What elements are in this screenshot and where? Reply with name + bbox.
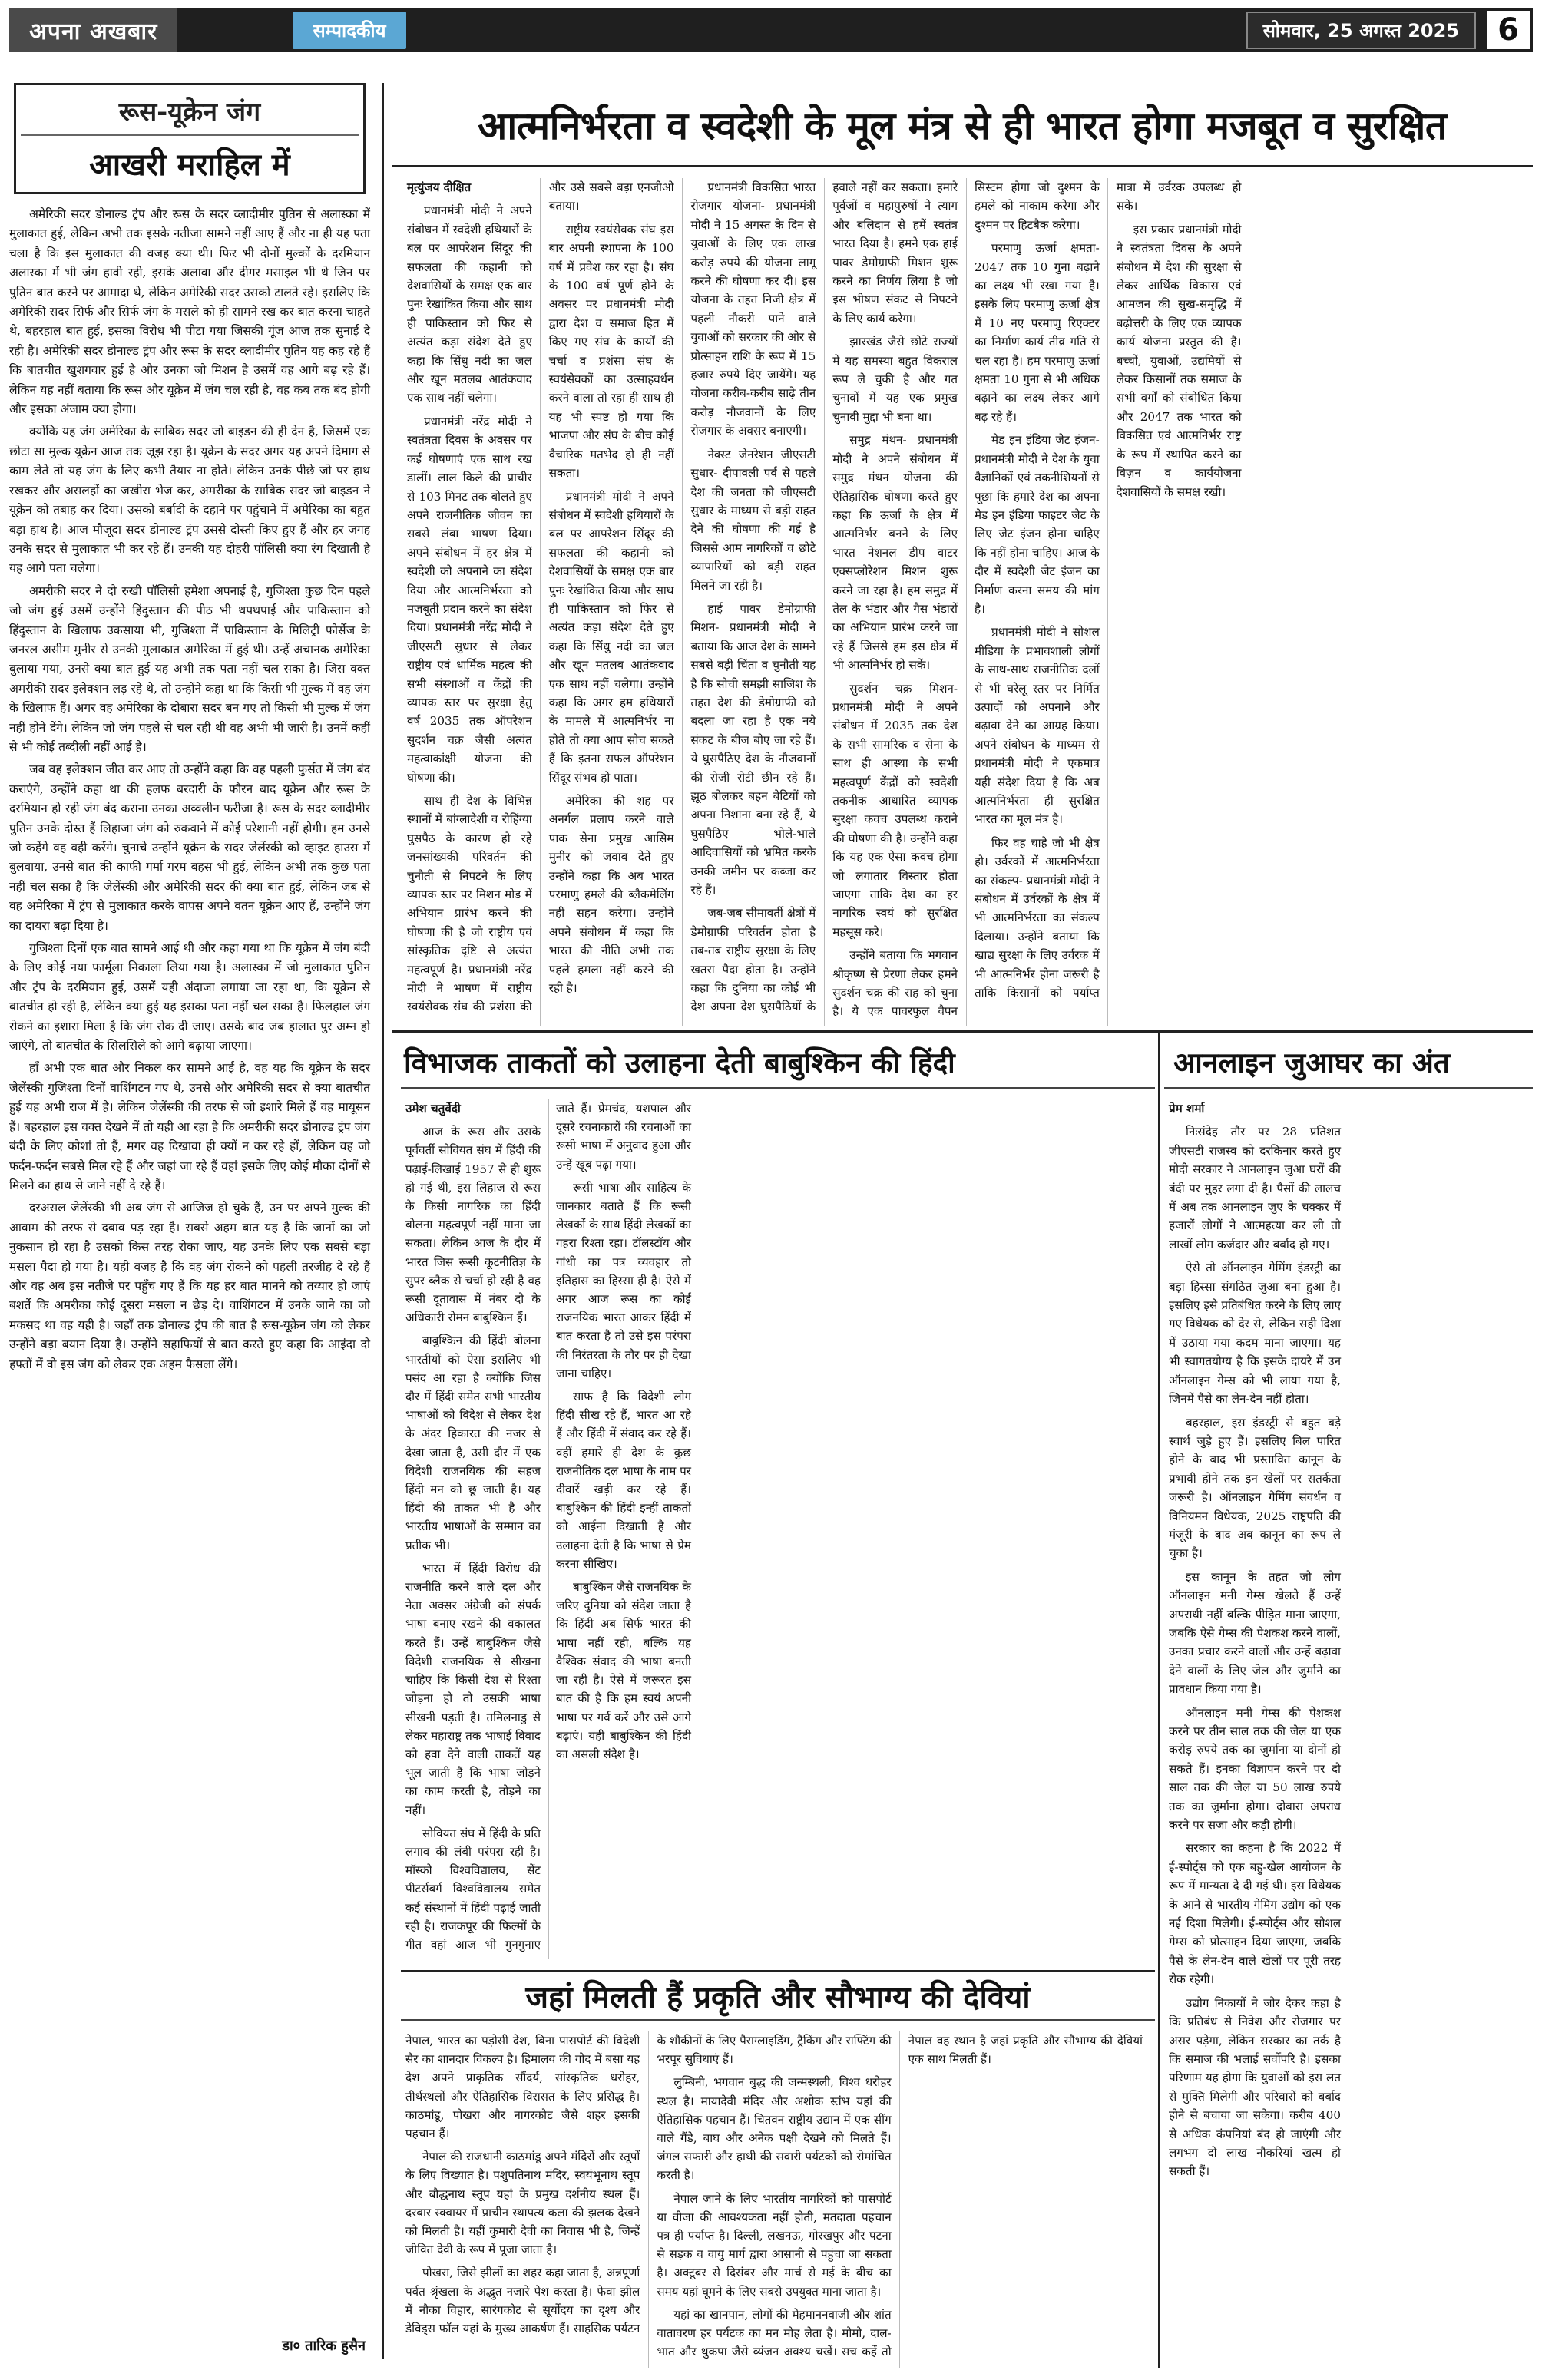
paragraph: प्रधानमंत्री विकसित भारत रोजगार योजना- प्रधानमंत्री मोदी ने 15 अगस्त के दिन से युवाओं के लिए एक लाख करोड़ रुपये की योजना लागू करने की घोषणा कर दी। इस योजना के तहत निजी क्षेत्र में पहली नौकरी पाने वाले युवाओं को सरकार की ओर से प्रोत्साहन राशि के रूप में 15 हजार रुपये दिए जायेंगे। यह योजना करीब-करीब साढ़े तीन करोड़ नौजवानों के लिए रोजगार के अवसर बनाएगी। (690, 180, 816, 438)
paragraph: रूसी भाषा और साहित्य के जानकार बताते हैं कि रूसी लेखकों के साथ हिंदी लेखकों का गहरा रिश्ता रहा। टॉलस्टॉय और गांधी का पत्र व्यवहार तो इतिहास का हिस्सा ही है। ऐसे में अगर आज रूस का कोई राजनयिक भारत आकर हिंदी में बात करता है तो उसे इस परंपरा की निरंतरता के तौर पर ही देखा जाना चाहिए। (556, 1180, 691, 1380)
nepal-story-columns (405, 2031, 1143, 2368)
paragraph: हाँ अभी एक बात और निकल कर सामने आई है, वह यह कि यूक्रेन के सदर जेलेंस्की गुजिश्ता दिनों वाशिंगटन गए थे, उनसे और अमेरिकी सदर से क्या बातचीत हुई यह अभी राज में है। लेकिन जेलेंस्की की तरफ से जो इशारे मिले हैं वह मायूसन हैं। बहरहाल इस वक्त देखने में तो यही आ रहा है कि अमरीकी सदर डोनाल्ड ट्रंप जंग बंदी के लिए कोशां तो हैं, मगर वह दिखावा ही क्यों न कर रहे हों, लेकिन वह जो फर्दन-फर्दन सबसे मिल रहे हैं और जहां जा रहे हैं वहां इसके लिए कोई मौका दोनों से मिलने का हाथ से जाने नहीं दे रहे हैं। (9, 1061, 370, 1192)
paragraph: प्रधानमंत्री मोदी ने अपने संबोधन में स्वदेशी हथियारों के बल पर आपरेशन सिंदूर की सफलता की कहानी को देशवासियों के समक्ष एक बार पुनः रेखांकित किया और साथ ही पाकिस्तान को फिर से अत्यंत कड़ा संदेश देते हुए कहा कि सिंधु नदी का जल और खून मतलब आतंकवाद एक साथ नहीं चलेगा। (407, 203, 532, 405)
paragraph: यहां का खानपान, लोगों की मेहमाननवाजी और शांत वातावरण हर पर्यटक का मन मोह लेता है। मोमो, दाल-भात और थुकपा जैसे व्यंजन अवश्य चखें। सच कहें तो नेपाल वह स्थान है जहां प्रकृति और सौभाग्य की देवियां एक साथ मिलती हैं। (657, 2034, 1143, 2359)
paragraph: झारखंड जैसे छोटे राज्यों में यह समस्या बहुत विकराल रूप ले चुकी है और गत चुनावों में यह एक प्रमुख चुनावी मुद्दा भी बना था। (832, 335, 958, 424)
left-story-body (9, 205, 370, 1374)
paragraph: बाबुश्किन जैसे राजनयिक के जरिए दुनिया को संदेश जाता है कि हिंदी अब सिर्फ भारत की भाषा नहीं रही, बल्कि यह वैश्विक संवाद की भाषा बनती जा रही है। ऐसे में जरूरत इस बात की है कि हम स्वयं अपनी भाषा पर गर्व करें और उसे आगे बढ़ाएं। यही बाबुश्किन की हिंदी का असली संदेश है। (556, 1580, 691, 1761)
paragraph: परमाणु ऊर्जा क्षमता- 2047 तक 10 गुना बढ़ाने का लक्ष्य भी रखा गया है। इसके लिए परमाणु ऊर्जा क्षेत्र में 10 नए परमाणु रिएक्टर का निर्माण कार्य तीव्र गति से चल रहा है। हम परमाणु ऊर्जा क्षमता 10 गुना से भी अधिक बढ़ाने का लक्ष्य लेकर आगे बढ़ रहे हैं। (975, 241, 1100, 424)
paper-name: अपना अखबार (9, 8, 177, 52)
page-number: 6 (1487, 11, 1530, 49)
nepal-story-headline: जहां मिलती हैं प्रकृति और सौभाग्य की देवियां (401, 1970, 1155, 2021)
nepal-story (405, 2031, 1143, 2368)
paragraph: नेपाल की राजधानी काठमांडू अपने मंदिरों और स्तूपों के लिए विख्यात है। पशुपतिनाथ मंदिर, स्वयंभूनाथ स्तूप और बौद्धनाथ स्तूप यहां के प्रमुख दर्शनीय स्थल हैं। दरबार स्क्वायर में प्राचीन स्थापत्य कला की झलक देखने को मिलती है। यहीं कुमारी देवी का निवास भी है, जिन्हें जीवित देवी के रूप में पूजा जाता है। (405, 2150, 640, 2257)
left-story-byline: डा० तारिक हुसैन (282, 2338, 366, 2354)
paragraph: जब-जब सीमावर्ती क्षेत्रों में डेमोग्राफी परिवर्तन होता है तब-तब राष्ट्रीय सुरक्षा के लिए खतरा पैदा होता है। उन्होंने कहा कि दुनिया का कोई भी देश अपना देश घुसपैठियों के हवाले नहीं कर सकता। हमारे पूर्वजों व महापुरुषों ने त्याग और बलिदान से हमें स्वतंत्र भारत दिया है। हमने एक हाई पावर डेमोग्राफी मिशन शुरू करने का निर्णय लिया है जो इस भीषण संकट से निपटने के लिए कार्य करेगा। (690, 180, 958, 1014)
main-story (407, 178, 1525, 1026)
gambling-story-headline: आनलाइन जुआघर का अंत (1164, 1035, 1533, 1089)
paragraph: नेक्स्ट जेनरेशन जीएसटी सुधार- दीपावली पर्व से पहले देश की जनता को जीएसटी सुधार के माध्यम से बड़ी राहत देने की घोषणा की गई है जिससे आम नागरिकों व छोटे व्यापारियों को बड़ी राहत मिलने जा रही है। (690, 447, 816, 593)
paragraph: आज के रूस और उसके पूर्ववर्ती सोवियत संघ में हिंदी की पढ़ाई-लिखाई 1957 से ही शुरू हो गई थी, इस लिहाज से रूस के किसी नागरिक का हिंदी बोलना महत्वपूर्ण नहीं माना जा सकता। लेकिन आज के दौर में भारत जिस रूसी कूटनीतिज्ञ के सुपर ब्लैक से चर्चा हो रही है वह रूसी दूतावास में नंबर दो के अधिकारी रोमन बाबुश्किन हैं। (405, 1125, 541, 1325)
paragraph: हाई पावर डेमोग्राफी मिशन- प्रधानमंत्री मोदी ने बताया कि आज देश के सामने सबसे बड़ी चिंता व चुनौती यह है कि सोची समझी साजिश के तहत देश की डेमोग्राफी को बदला जा रहा है एक नये संकट के बीज बोए जा रहे हैं। ये घुसपैठिए देश के नौजवानों की रोजी रोटी छीन रहे हैं। झूठ बोलकर बहन बेटियों को अपना निशाना बना रहे हैं, ये घुसपैठिए भोले-भाले आदिवासियों को भ्रमित करके उनकी जमीन पर कब्जा कर रहे हैं। (690, 601, 816, 897)
hindi-story-headline: विभाजक ताकतों को उलाहना देती बाबुश्किन की हिंदी (401, 1035, 1155, 1089)
paragraph: दरअसल जेलेंस्की भी अब जंग से आजिज हो चुके हैं, उन पर अपने मुल्क की आवाम की तरफ से दबाव पड़ रहा है। सबसे अहम बात यह है कि जानों का जो नुकसान हो रहा है उसको किस तरह रोका जाए, यह उनके लिए एक सबसे बड़ा मसला पैदा हो गया है। यही वजह है कि वह जंग रोकने को पहली तरजीह दे रहे हैं और वह अब इस नतीजे पर पहुँच गए हैं कि यह हर बात मानने को तय्यार हो जाएं बशर्ते कि अमरीका कोई दूसरा मसला न छेड़ दे। वाशिंगटन में उनके जाने का जो मकसद था वह यही है। जहाँ तक डोनाल्ड ट्रंप की बात है रूस-यूक्रेन जंग को लेकर उन्होंने बड़ा बयान दिया है। उन्होंने सहाफियों से बात करते हुए कहा कि आइंदा दो हफ्तों में वो इस जंग को लेकर एक अहम फैसला लेंगे। (9, 1201, 370, 1371)
gambling-story-byline: प्रेम शर्मा (1169, 1102, 1205, 1116)
paragraph: पोखरा, जिसे झीलों का शहर कहा जाता है, अन्नपूर्णा पर्वत श्रृंखला के अद्भुत नजारे पेश करता है। फेवा झील में नौका विहार, सारंगकोट से सूर्योदय का दृश्य और डेविड्स फॉल यहां के मुख्य आकर्षण हैं। साहसिक पर्यटन के शौकीनों के लिए पैराग्लाइडिंग, ट्रैकिंग और राफ्टिंग की भरपूर सुविधाएं हैं। (405, 2034, 892, 2336)
section-label: सम्पादकीय (293, 12, 405, 49)
paragraph: साथ ही देश के विभिन्न स्थानों में बांग्लादेशी व रोहिंग्या घुसपैठ के कारण हो रहे जनसांख्यकी परिवर्तन की चुनौती से निपटने के लिए व्यापक स्तर पर मिशन मोड में अभियान प्रारंभ करने की घोषणा की है जो राष्ट्रीय एवं सांस्कृतिक दृष्टि से अत्यंत महत्वपूर्ण है। प्रधानमंत्री नरेंद्र मोदी ने भाषण में राष्ट्रीय स्वयंसेवक संघ की प्रशंसा की और उसे सबसे बड़ा एनजीओ बताया। (407, 180, 674, 1014)
paragraph: सुदर्शन चक्र मिशन- प्रधानमंत्री मोदी ने अपने संबोधन में 2035 तक देश के सभी सामरिक व सेना के साथ ही आस्था के सभी महत्वपूर्ण केंद्रों को स्वदेशी तकनीक आधारित व्यापक सुरक्षा कवच उपलब्ध कराने की घोषणा की है। उन्होंने कहा कि यह एक ऐसा कवच होगा जो लगातार विस्तार होता जाएगा ताकि देश का हर नागरिक स्वयं को सुरक्षित महसूस करे। (832, 681, 958, 939)
masthead (9, 8, 1533, 52)
paragraph: साफ है कि विदेशी लोग हिंदी सीख रहे हैं, भारत आ रहे हैं और हिंदी में संवाद कर रहे हैं। वहीं हमारे ही देश के कुछ राजनीतिक दल भाषा के नाम पर दीवारें खड़ी कर रहे हैं। बाबुश्किन की हिंदी इन्हीं ताकतों को आईना दिखाती है और उलाहना देती है कि भाषा से प्रेम करना सीखिए। (556, 1390, 691, 1571)
paragraph: समुद्र मंथन- प्रधानमंत्री मोदी ने अपने संबोधन में समुद्र मंथन योजना की ऐतिहासिक घोषणा करते हुए कहा कि ऊर्जा के क्षेत्र में आत्मनिर्भर बनने के लिए भारत नेशनल डीप वाटर एक्सप्लोरेशन मिशन शुरू करने जा रहा है। हम समुद्र में तेल के भंडार और गैस भंडारों का अभियान प्रारंभ करने जा रहे हैं जिससे हम इस क्षेत्र में भी आत्मनिर्भर हो सकें। (832, 433, 958, 673)
section-divider (392, 1030, 1533, 1033)
hindi-story (405, 1099, 1143, 1959)
main-story-columns (407, 178, 1525, 1026)
paragraph: इस प्रकार प्रधानमंत्री मोदी ने स्वतंत्रता दिवस के अपने संबोधन में देश की सुरक्षा से लेकर आर्थिक विकास एवं आमजन की सुख-समृद्धि में बढ़ोत्तरी के लिए एक व्यापक कार्य योजना प्रस्तुत की है। बच्चों, युवाओं, उद्यमियों से लेकर किसानों तक समाज के सभी वर्गों को संबोधित किया और 2047 तक भारत को विकसित एवं आत्मनिर्भर राष्ट्र के रूप में स्थापित करने का विज़न व कार्ययोजना देशवासियों के समक्ष रखी। (1116, 222, 1242, 499)
paragraph: ऑनलाइन मनी गेम्स की पेशकश करने पर तीन साल तक की जेल या एक करोड़ रुपये तक का जुर्माना या दोनों हो सकते हैं। इनका विज्ञापन करने पर दो साल तक की जेल या 50 लाख रुपये तक का जुर्माना होगा। दोबारा अपराध करने पर सजा और कड़ी होगी। (1169, 1705, 1341, 1833)
paragraph: गुजिश्ता दिनों एक बात सामने आई थी और कहा गया था कि यूक्रेन में जंग बंदी के लिए कोई नया फार्मूला निकाला लिया गया है। अलास्का में जो मुलाकात पुतिन और ट्रंप के दरमियान हुई, उसमें यही अंदाजा लगाया जा रहा था, कि यूक्रेन से बातचीत हो रही है, लेकिन क्या हुई यह इसका पता नहीं चल सका है। फिलहाल जंग रोकने का इशारा मिला है कि जंग रोक दी जाए। उसके बाद जब हालात पुर अम्न हो जाएंगे, तो बातचीत के सिलसिले को आगे बढ़ाया जाएगा। (9, 941, 370, 1053)
left-story-header (14, 83, 366, 194)
paragraph: इस कानून के तहत जो लोग ऑनलाइन मनी गेम्स खेलते हैं उन्हें अपराधी नहीं बल्कि पीड़ित माना जाएगा, जबकि ऐसे गेम्स की पेशकश करने वालों, उनका प्रचार करने वालों और उन्हें बढ़ावा देने वालों के लिए जेल और जुर्माने का प्रावधान किया गया है। (1169, 1569, 1341, 1697)
paragraph: सरकार का कहना है कि 2022 में ई-स्पोर्ट्स को एक बहु-खेल आयोजन के रूप में मान्यता दे दी गई थी। इस विधेयक के आने से भारतीय गेमिंग उद्योग को एक नई दिशा मिलेगी। ई-स्पोर्ट्स और सोशल गेम्स को प्रोत्साहन दिया जाएगा, जबकि पैसे के लेन-देन वाले खेलों पर पूरी तरह रोक रहेगी। (1169, 1841, 1341, 1987)
main-headline: आत्मनिर्भरता व स्वदेशी के मूल मंत्र से ही भारत होगा मजबूत व सुरक्षित (478, 103, 1447, 148)
left-story (9, 83, 384, 2359)
column-divider (1158, 1033, 1160, 2368)
paragraph: उद्योग निकायों ने जोर देकर कहा है कि प्रतिबंध से निवेश और रोजगार पर असर पड़ेगा, लेकिन सरकार का तर्क है कि समाज की भलाई सर्वोपरि है। इसका परिणाम यह होगा कि युवाओं को इस लत से मुक्ति मिलेगी और परिवारों को बर्बाद होने से बचाया जा सकेगा। करीब 400 से अधिक कंपनियां बंद हो जाएंगी और लगभग दो लाख नौकरियां खत्म हो सकती हैं। (1169, 1995, 1341, 2179)
paragraph: क्योंकि यह जंग अमेरिका के साबिक सदर जो बाइडन की ही देन है, जिसमें एक छोटा सा मुल्क यूक्रेन आज तक जूझ रहा है। यूक्रेन के सदर अगर यह अपने दिमाग से काम लेते तो यह जंग के लिए कभी तैयार ना होते। लेकिन उनके पीछे जो पर हाथ रखकर और असलहों का जखीरा भेज कर, अमरीका के साबिक सदर जो बाइडन ने यूक्रेन को तबाह कर दिया। उसको बर्बादी के दहाने पर पहुंचाने में अमेरिका का बहुत बड़ा हाथ है। आज मौजूदा सदर डोनाल्ड ट्रंप उससे दोस्ती किए हुए हैं और हर जगह उनके सदर से मुलाकात भी कर रहे हैं। उनकी यह दोहरी पॉलिसी क्या रंग दिखाती है यह आगे पता चलेगा। (9, 425, 370, 576)
paragraph: अमेरिकी सदर डोनाल्ड ट्रंप और रूस के सदर व्लादीमीर पुतिन से अलास्का में मुलाकात हुई, लेकिन अभी तक इसके नतीजा सामने नहीं आए हैं और ना ही यह पता चला है कि इस मुलाकात की वजह क्या थी। फिर भी दोनों मुल्कों के दरमियान अलास्का में भी जंग हावी रही, इसके अलावा और दीगर मसाइल भी थे जिन पर पुतिन बात करने पर आमादा थे, लेकिन अमेरिकी सदर उसको टालते रहे। इसलिए कि अमेरिकी सदर सिर्फ और सिर्फ जंग के मसले को ही सामने रख कर बात करना चाहते थे, बहरहाल बात हुई, इसका विरोध भी पीटा गया जिसकी गूंज आज तक सुनाई दे रही है। अमेरिकी सदर डोनाल्ड ट्रंप और रूस के सदर व्लादीमीर पुतिन यह कह रहे हैं कि बातचीत खुशगवार हुई है और उनका जो मिशन है उसमें वह आगे बढ़ रहे हैं। लेकिन यह नहीं बताया कि रूस और यूक्रेन में जंग चल रही है, वह कब तक बंद होगी और इसका अंजाम क्या होगा। (9, 207, 370, 417)
left-story-kicker: रूस-यूक्रेन जंग (21, 93, 359, 136)
paragraph: नेपाल जाने के लिए भारतीय नागरिकों को पासपोर्ट या वीजा की आवश्यकता नहीं होती, मतदाता पहचान पत्र ही पर्याप्त है। दिल्ली, लखनऊ, गोरखपुर और पटना से सड़क व वायु मार्ग द्वारा आसानी से पहुंचा जा सकता है। अक्टूबर से दिसंबर और मार्च से मई के बीच का समय यहां घूमने के लिए सबसे उपयुक्त माना जाता है। (657, 2191, 892, 2299)
paragraph: नेपाल, भारत का पड़ोसी देश, बिना पासपोर्ट की विदेशी सैर का शानदार विकल्प है। हिमालय की गोद में बसा यह देश अपने प्राकृतिक सौंदर्य, सांस्कृतिक धरोहर, तीर्थस्थलों और ऐतिहासिक विरासत के लिए प्रसिद्ध है। काठमांडू, पोखरा और नागरकोट जैसे शहर इसकी पहचान हैं। (405, 2034, 640, 2141)
paragraph: राष्ट्रीय स्वयंसेवक संघ इस बार अपनी स्थापना के 100 वर्ष में प्रवेश कर रहा है। संघ के 100 वर्ष पूर्ण होने के अवसर पर प्रधानमंत्री मोदी द्वारा देश व समाज हित में किए गए संघ के कार्यों की चर्चा व प्रशंसा संघ के स्वयंसेवकों का उत्साहवर्धन करने वाला तो रहा ही साथ ही यह भी स्पष्ट हो गया कि भाजपा और संघ के बीच कोई वैचारिक मतभेद हो ही नहीं सकता। (548, 222, 674, 481)
left-story-title: आखरी मराहिल में (89, 147, 290, 183)
main-headline-bar (392, 83, 1533, 167)
paragraph: सोवियत संघ में हिंदी के प्रति लगाव की लंबी परंपरा रही है। मॉस्को विश्वविद्यालय, सेंट पीटर्सबर्ग विश्वविद्यालय समेत कई संस्थानों में हिंदी पढ़ाई जाती रही है। राजकपूर की फिल्मों के गीत वहां आज भी गुनगुनाए जाते हैं। प्रेमचंद, यशपाल और दूसरे रचनाकारों की रचनाओं का रूसी भाषा में अनुवाद हुआ और उन्हें खूब पढ़ा गया। (405, 1102, 691, 1952)
paragraph: अमरीकी सदर ने दो रुखी पॉलिसी हमेशा अपनाई है, गुजिश्ता कुछ दिन पहले जो जंग हुई उसमें उन्होंने हिंदुस्तान की पीठ भी थपथपाई और पाकिस्तान को हिंदुस्तान के खिलाफ उकसाया भी, गुजिश्ता में पाकिस्तान के मिलिट्री फोर्सेज के जनरल असीम मुनीर से उनकी मुलाकात अमेरिका में हुई थी। उन्हें अचानक अमेरिका बुलाया गया, उनसे क्या बात हुई यह अभी तक पता नहीं चल सका है। जिस वक्त अमरीकी सदर इलेक्शन लड़ रहे थे, तो उन्होंने कहा था कि किसी भी मुल्क में वह जंग के खिलाफ हैं। अगर वह अमेरिका के दोबारा सदर बन गए तो किसी भी मुल्क में जंग नहीं होने देंगे। लेकिन जो जंग पहले से चल रही थी वह अभी भी जारी है। उनमें कहीं से भी कोई तब्दीली नहीं आई है। (9, 583, 370, 754)
paragraph: उन्होंने बताया कि भगवान श्रीकृष्ण से प्रेरणा लेकर हमने सुदर्शन चक्र की राह को चुना है। ये एक पावरफुल वैपन सिस्टम होगा जो दुश्मन के हमले को नाकाम करेगा और दुश्मन पर हिटबैक करेगा। (832, 180, 1100, 1019)
issue-date: सोमवार, 25 अगस्त 2025 (1246, 12, 1476, 49)
paragraph: प्रधानमंत्री नरेंद्र मोदी ने स्वतंत्रता दिवस के अवसर पर कई घोषणाएं एक साथ रख डालीं। लाल किले की प्राचीर से 103 मिनट तक बोलते हुए अपने राजनीतिक जीवन का सबसे लंबा भाषण दिया। अपने संबोधन में हर क्षेत्र में स्वदेशी को अपनाने का संदेश दिया और आत्मनिर्भरता को मजबूती प्रदान करने का संदेश दिया। प्रधानमंत्री नरेंद्र मोदी ने जीएसटी सुधार से लेकर राष्ट्रीय एवं धार्मिक महत्व की सभी संस्थाओं व केंद्रों की व्यापक स्तर पर सुरक्षा हेतु वर्ष 2035 तक ऑपरेशन सुदर्शन चक्र जैसी अत्यंत महत्वाकांक्षी योजना की घोषणा की। (407, 414, 532, 785)
paragraph: भारत में हिंदी विरोध की राजनीति करने वाले दल और नेता अक्सर अंग्रेजी को संपर्क भाषा बनाए रखने की वकालत करते हैं। उन्हें बाबुश्किन जैसे विदेशी राजनयिक से सीखना चाहिए कि किसी देश से रिश्ता जोड़ना हो तो उसकी भाषा सीखनी पड़ती है। तमिलनाडु से लेकर महाराष्ट्र तक भाषाई विवाद को हवा देने वाली ताकतें यह भूल जाती हैं कि भाषा जोड़ने का काम करती है, तोड़ने का नहीं। (405, 1561, 541, 1817)
paragraph: लुम्बिनी, भगवान बुद्ध की जन्मस्थली, विश्व धरोहर स्थल है। मायादेवी मंदिर और अशोक स्तंभ यहां की ऐतिहासिक पहचान हैं। चितवन राष्ट्रीय उद्यान में एक सींग वाले गैंडे, बाघ और अनेक पक्षी देखने को मिलते हैं। जंगल सफारी और हाथी की सवारी पर्यटकों को रोमांचित करती है। (657, 2075, 892, 2183)
paragraph: निःसंदेह तौर पर 28 प्रतिशत जीएसटी राजस्व को दरकिनार करते हुए मोदी सरकार ने आनलाइन जुआ घरों की बंदी पर मुहर लगा दी है। पैसों की लालच में अब तक आनलाइन जुए के चक्कर में हजारों लोगों ने आत्महत्या कर ली तो लाखों लोग कर्जदार और बर्बाद हो गए। (1169, 1125, 1341, 1251)
paragraph: अमेरिका की शह पर अनर्गल प्रलाप करने वाले पाक सेना प्रमुख आसिम मुनीर को जवाब देते हुए उन्होंने कहा कि अब भारत परमाणु हमले की ब्लैकमेलिंग नहीं सहन करेगा। उन्होंने अपने संबोधन में कहा कि भारत की नीति अभी तक पहले हमला नहीं करने की रही है। (548, 794, 674, 996)
paragraph: बाबुश्किन की हिंदी बोलना भारतीयों को ऐसा इसलिए भी पसंद आ रहा है क्योंकि जिस दौर में हिंदी समेत सभी भारतीय भाषाओं को विदेश से लेकर देश के अंदर हिकारत की नजर से देखा जाता है, उसी दौर में एक विदेशी राजनयिक की सहज हिंदी मन को छू जाती है। यह हिंदी की ताकत भी है और भारतीय भाषाओं के सम्मान का प्रतीक भी। (405, 1334, 541, 1552)
hindi-story-columns (405, 1099, 1143, 1959)
paragraph: ऐसे तो ऑनलाइन गेमिंग इंडस्ट्री का बड़ा हिस्सा संगठित जुआ बना हुआ है। इसलिए इसे प्रतिबंधित करने के लिए लाए गए विधेयक को देर से, लेकिन सही दिशा में उठाया गया कदम माना जाएगा। यह भी स्वागतयोग्य है कि इसके दायरे में उन ऑनलाइन गेम्स को भी लाया गया है, जिनमें पैसे का लेन-देन नहीं होता। (1169, 1261, 1341, 1407)
gambling-story-columns (1169, 1099, 1527, 2366)
paragraph: मेड इन इंडिया जेट इंजन- प्रधानमंत्री मोदी ने देश के युवा वैज्ञानिकों एवं तकनीशियनों से पूछा कि हमारे देश का अपना मेड इन इंडिया फाइटर जेट के लिए जेट इंजन होना चाहिए कि नहीं होना चाहिए। आज के दौर में स्वदेशी जेट इंजन का निर्माण करना समय की मांग है। (975, 433, 1100, 616)
gambling-story (1169, 1099, 1527, 2366)
paragraph: प्रधानमंत्री मोदी ने अपने संबोधन में स्वदेशी हथियारों के बल पर आपरेशन सिंदूर की सफलता की कहानी को देशवासियों के समक्ष एक बार पुनः रेखांकित किया और साथ ही पाकिस्तान को फिर से अत्यंत कड़ा संदेश देते हुए कहा कि सिंधु नदी का जल और खून मतलब आतंकवाद एक साथ नहीं चलेगा। उन्होंने कहा कि अगर हम हथियारों के मामले में आत्मनिर्भर ना होते तो क्या आप सोच सकते हैं कि इतना सफल ऑपरेशन सिंदूर संभव हो पाता। (548, 489, 674, 785)
paragraph: प्रधानमंत्री मोदी ने सोशल मीडिया के प्रभावशाली लोगों के साथ-साथ राजनीतिक दलों से भी घरेलू स्तर पर निर्मित उत्पादों को अपनाने और बढ़ावा देने का आग्रह किया। अपने संबोधन के माध्यम से प्रधानमंत्री मोदी ने एकमात्र यही संदेश दिया है कि अब आत्मनिर्भरता ही सुरक्षित भारत का मूल मंत्र है। (975, 625, 1100, 827)
paragraph: बहरहाल, इस इंडस्ट्री से बहुत बड़े स्वार्थ जुड़े हुए हैं। इसलिए बिल पारित होने के बाद भी प्रस्तावित कानून के प्रभावी होने तक इन खेलों पर सतर्कता जरूरी है। ऑनलाइन गेमिंग संवर्धन व विनियमन विधेयक, 2025 राष्ट्रपति की मंजूरी के बाद अब कानून का रूप ले चुका है। (1169, 1415, 1341, 1561)
hindi-story-byline: उमेश चतुर्वेदी (405, 1102, 461, 1116)
paragraph: फिर वह चाहे जो भी क्षेत्र हो। उर्वरकों में आत्मनिर्भरता का संकल्प- प्रधानमंत्री मोदी ने संबोधन में उर्वरकों के क्षेत्र में भी आत्मनिर्भरता का संकल्प दिलाया। उन्होंने बताया कि खाद्य सुरक्षा के लिए उर्वरक में भी आत्मनिर्भर होना जरूरी है ताकि किसानों को पर्याप्त मात्रा में उर्वरक उपलब्ध हो सकें। (975, 180, 1242, 1000)
paragraph: जब वह इलेक्शन जीत कर आए तो उन्होंने कहा कि वह पहली फुर्सत में जंग बंद कराएंगे, उन्होंने कहा था की हलफ बरदारी के फौरन बाद यूक्रेन और रूस के दरमियान हो रही जंग बंद कराना उनका अव्वलीन फरीजा है। रूस के सदर व्लादीमीर पुतिन उनके दोस्त हैं लिहाजा जंग को रुकवाने में कोई परेशानी नहीं होगी। हम उनसे जो कहेंगे वह वही करेंगे। चुनाचे उन्होंने यूक्रेन के सदर जेलेंस्की को व्हाइट हाउस में बुलवाया, उनसे बात की काफी गर्मा गरम बहस भी हुई, लेकिन अभी तक कुछ पता नहीं चल सका है कि जेलेंस्की और अमेरिकी सदर की क्या बात हुई, लेकिन जब से वह अमेरिका में ट्रंप से मुलाकात करके वापस अपने वतन यूक्रेन आए हैं, उन्होंने जंग का दायरा बढ़ा दिया है। (9, 762, 370, 933)
main-story-byline: मृत्युंजय दीक्षित (407, 180, 472, 194)
